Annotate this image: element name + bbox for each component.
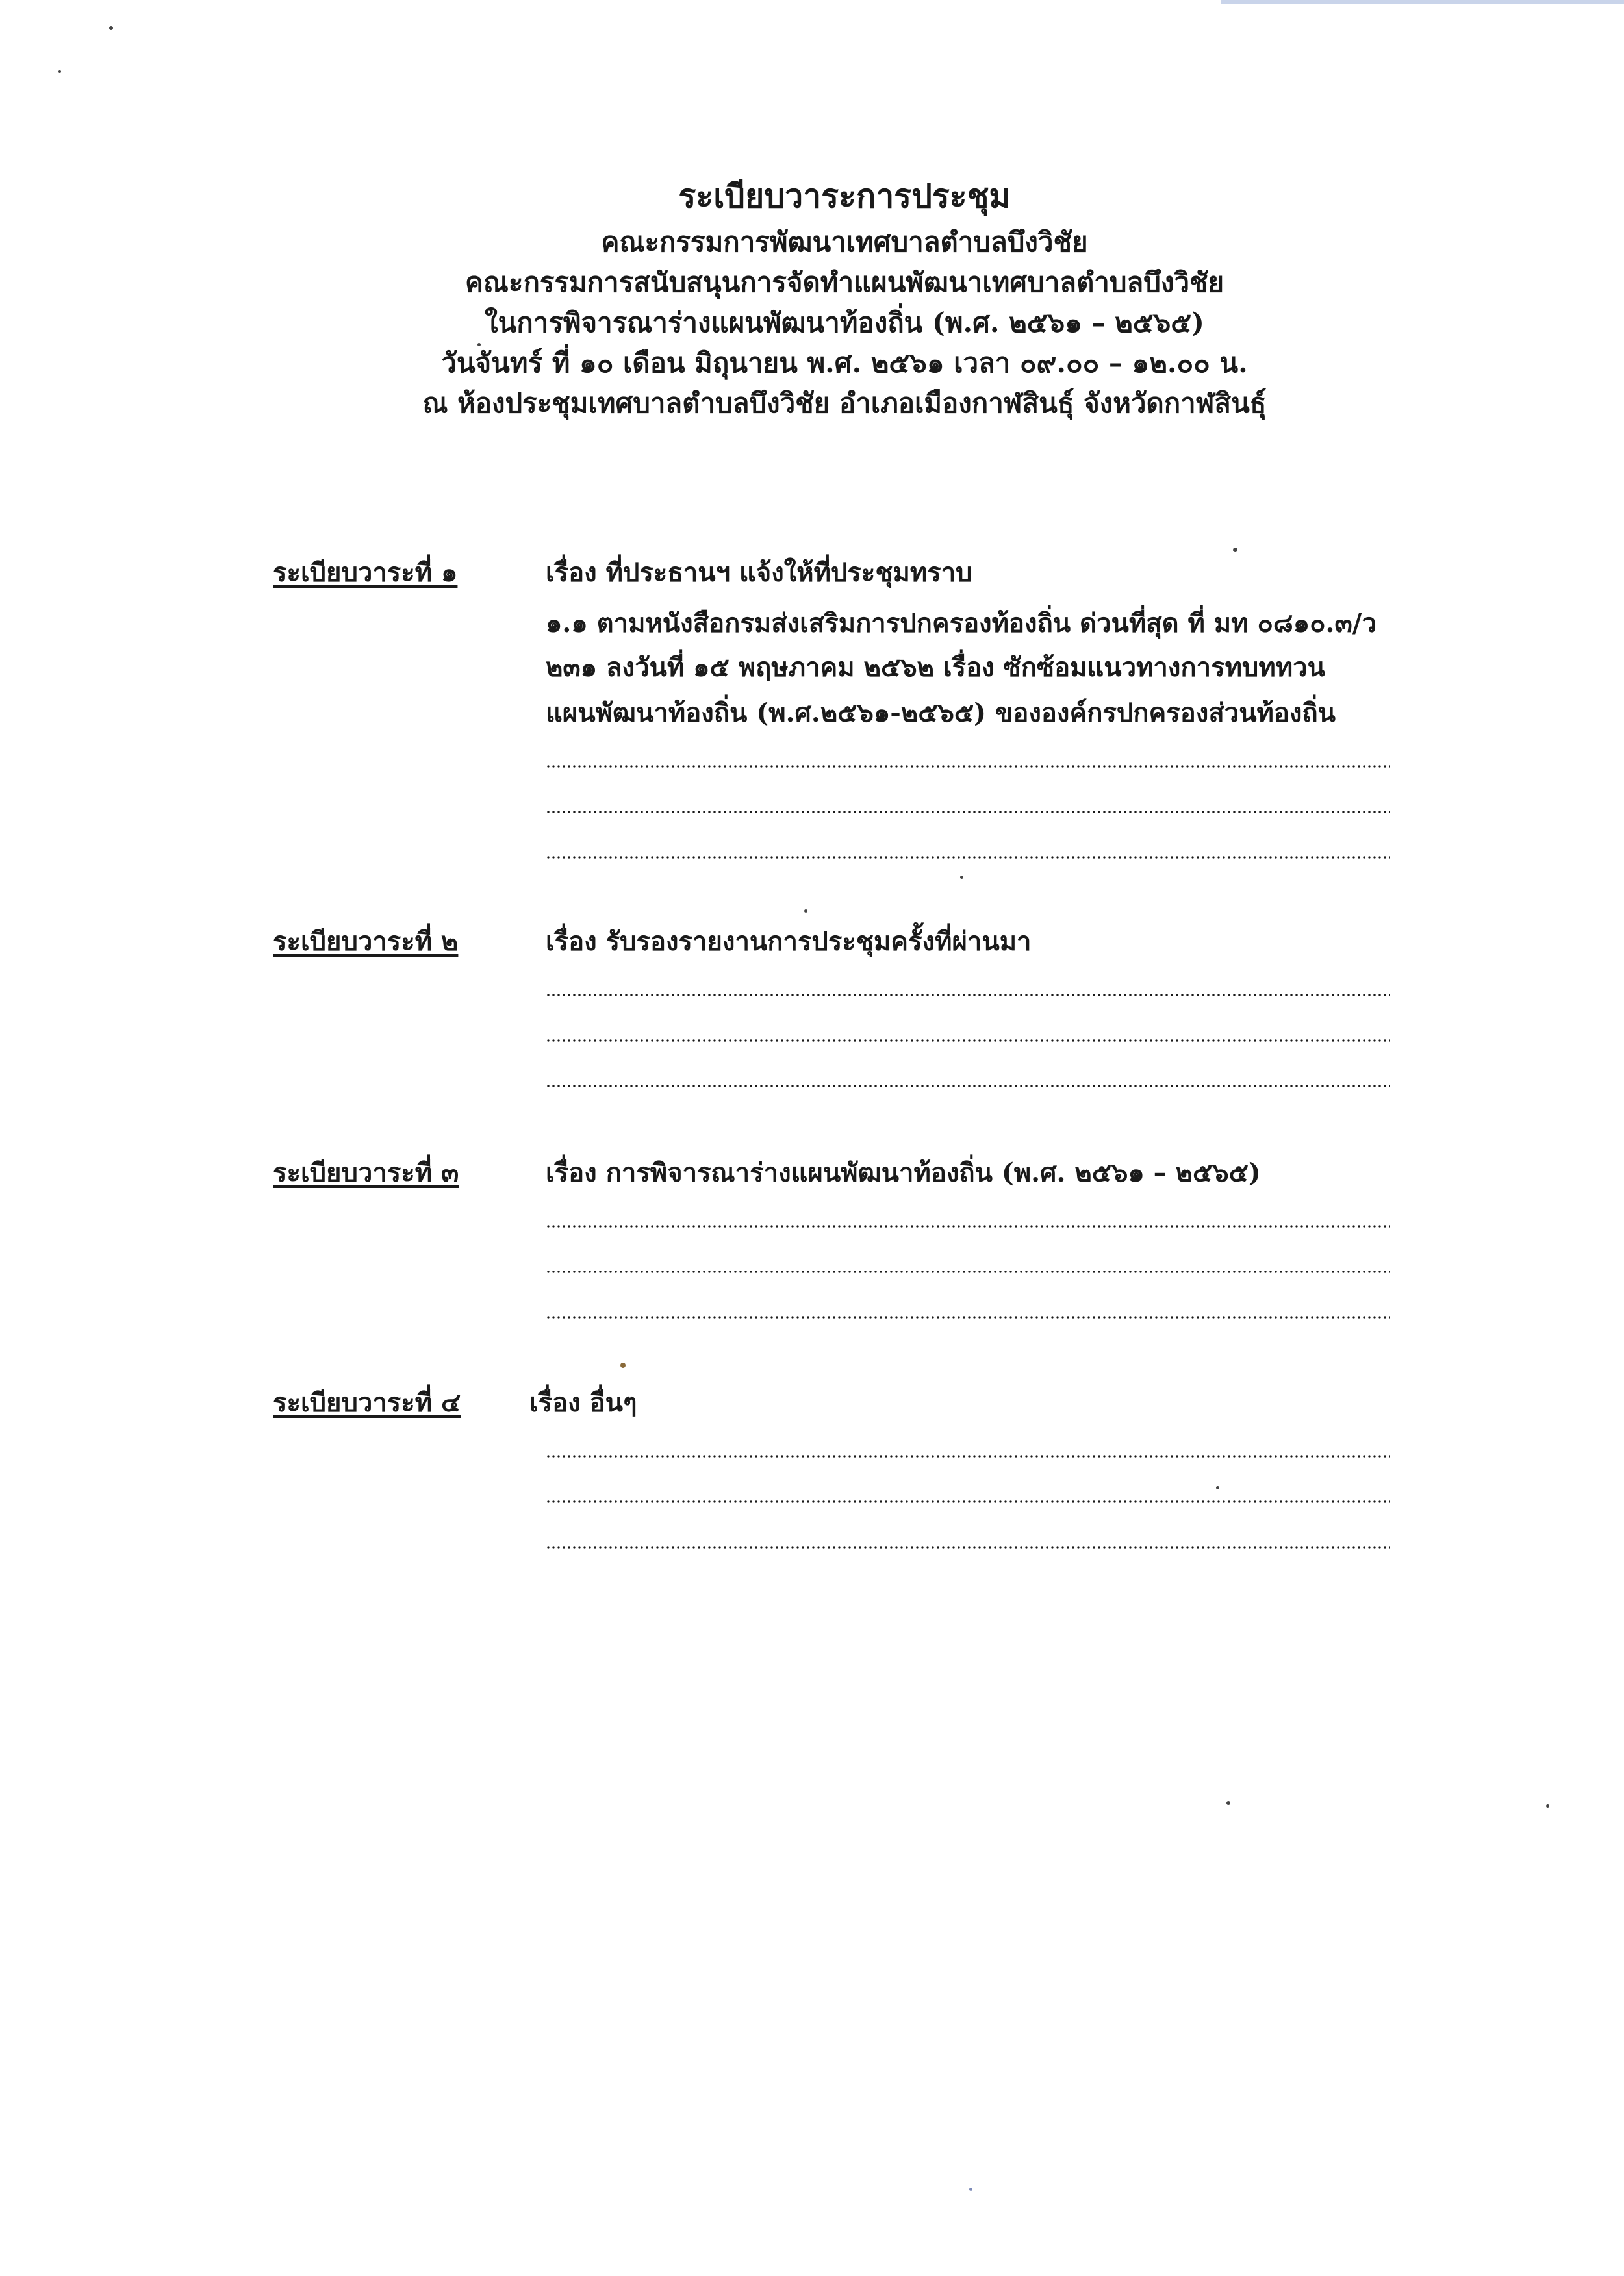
scan-speck — [960, 876, 963, 879]
blank-note-line — [546, 811, 1390, 813]
agenda-label: ระเบียบวาระที่ ๒ — [273, 926, 459, 957]
agenda-detail-line: ๑.๑ ตามหนังสือกรมส่งเสริมการปกครองท้องถิ่น ด่วนที่สุด ที่ มท ๐๘๑๐.๓/ว — [546, 608, 1377, 639]
scan-speck — [804, 909, 807, 913]
venue-line: ณ ห้องประชุมเทศบาลตำบลบึงวิชัย อำเภอเมืองกาฬสินธุ์ จังหวัดกาฬสินธุ์ — [422, 387, 1267, 419]
agenda-label: ระเบียบวาระที่ ๔ — [273, 1387, 461, 1418]
agenda-subject: เรื่อง ที่ประธานฯ แจ้งให้ที่ประชุมทราบ — [546, 557, 972, 588]
agenda-subject: เรื่อง การพิจารณาร่างแผนพัฒนาท้องถิ่น (พ.ศ. ๒๕๖๑ – ๒๕๖๕) — [546, 1157, 1261, 1188]
blank-note-line — [546, 1225, 1390, 1228]
document-title: ระเบียบวาระการประชุม — [678, 177, 1011, 215]
agenda-label: ระเบียบวาระที่ ๑ — [273, 557, 458, 588]
scan-speck — [620, 1363, 626, 1368]
scan-speck — [109, 26, 113, 30]
document-header — [195, 170, 1494, 424]
agenda-subject: เรื่อง อื่นๆ — [529, 1387, 637, 1418]
blank-note-line — [546, 1546, 1390, 1549]
scan-speck — [1226, 1801, 1230, 1805]
agenda-label: ระเบียบวาระที่ ๓ — [273, 1157, 459, 1188]
blank-note-line — [546, 765, 1390, 768]
blank-note-line — [546, 1316, 1390, 1319]
blank-note-line — [546, 1039, 1390, 1042]
scan-speck — [1546, 1804, 1549, 1808]
blank-note-line — [546, 1085, 1390, 1087]
blank-note-line — [546, 1500, 1390, 1503]
blank-note-line — [546, 1271, 1390, 1273]
scan-speck — [1233, 548, 1237, 552]
committee-line: คณะกรรมการพัฒนาเทศบาลตำบลบึงวิชัย — [601, 226, 1088, 258]
scan-speck — [969, 2188, 972, 2191]
scan-edge — [1221, 0, 1624, 4]
blank-note-line — [546, 856, 1390, 859]
plan-line: ในการพิจารณาร่างแผนพัฒนาท้องถิ่น (พ.ศ. ๒๕๖๑ – ๒๕๖๕) — [485, 307, 1204, 338]
agenda-detail-line: ๒๓๑ ลงวันที่ ๑๕ พฤษภาคม ๒๕๖๒ เรื่อง ซักซ้อมแนวทางการทบททวน — [546, 652, 1325, 683]
blank-note-line — [546, 994, 1390, 996]
agenda-detail-line: แผนพัฒนาท้องถิ่น (พ.ศ.๒๕๖๑-๒๕๖๕) ขององค์กรปกครองส่วนท้องถิ่น — [546, 698, 1336, 728]
scan-speck — [58, 70, 61, 73]
agenda-subject: เรื่อง รับรองรายงานการประชุมครั้งที่ผ่านมา — [546, 926, 1032, 957]
support-committee-line: คณะกรรมการสนับสนุนการจัดทำแผนพัฒนาเทศบาลตำบลบึงวิชัย — [464, 266, 1224, 298]
scan-speck — [1216, 1486, 1219, 1489]
blank-note-line — [546, 1455, 1390, 1458]
date-time-line: วันจันทร์ ที่ ๑๐ เดือน มิถุนายน พ.ศ. ๒๕๖๑ เวลา ๐๙.๐๐ – ๑๒.๐๐ น. — [441, 347, 1248, 379]
